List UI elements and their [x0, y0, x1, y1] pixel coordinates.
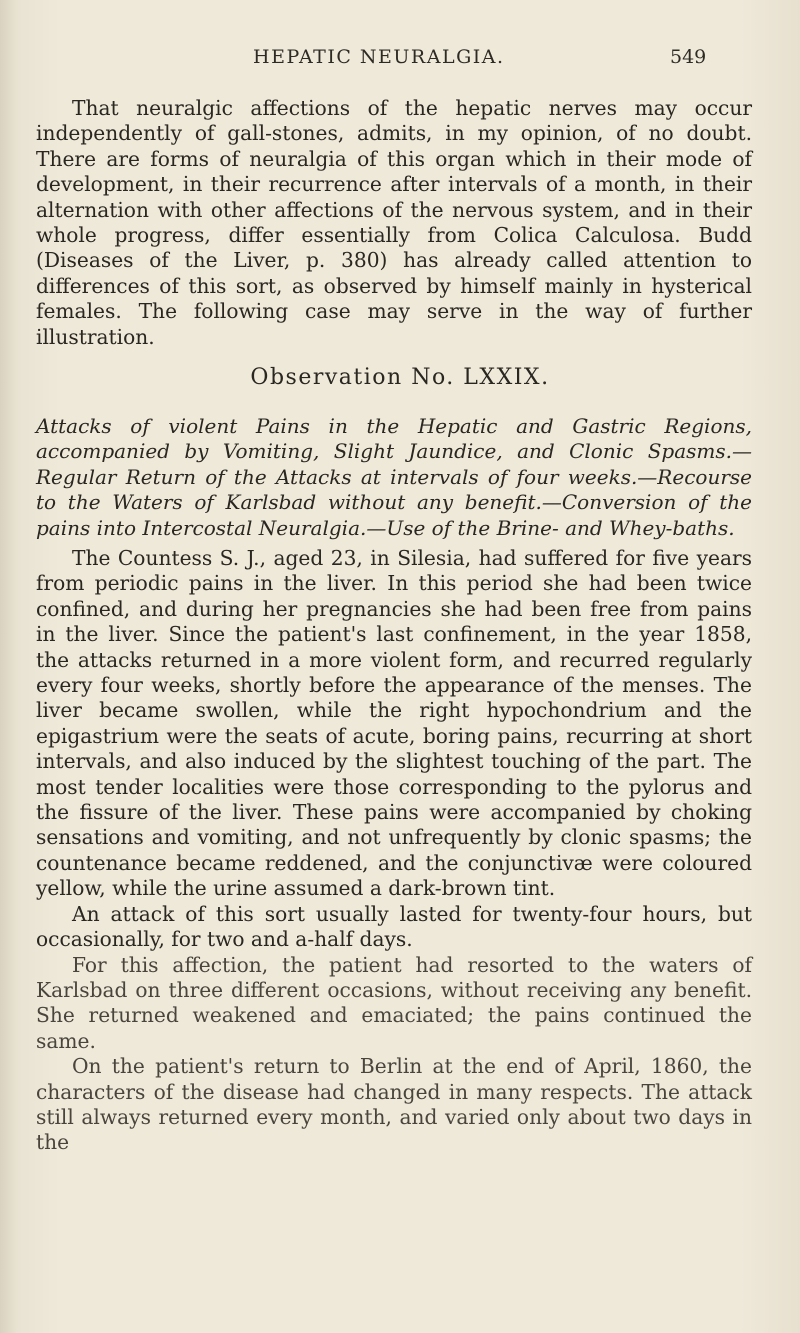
- observation-heading: Observation No. LXXIX.: [250, 365, 550, 390]
- case-body: [36, 546, 752, 1156]
- body-paragraph: An attack of this sort usually lasted for twenty-four hours, but occasionally, for two and a-half days.: [36, 901, 752, 952]
- observation-subtitle: Attacks of violent Pains in the Hepatic and Gastric Regions, accompanied by Vomiting, Slight Jaundice, and Clonic Spasms.—Regular Return of the Attacks at intervals of four weeks.—Recourse to the Waters of Karlsbad without any benefit.—Conversion of the pains into Intercostal Neuralgia.—Use of the Brine- and Whey-baths.: [36, 414, 752, 540]
- page-header: [0, 46, 800, 76]
- page-number: 549: [670, 46, 707, 68]
- running-head: HEPATIC NEURALGIA.: [253, 46, 505, 68]
- body-paragraph: On the patient's return to Berlin at the end of April, 1860, the characters of the disease had changed in many respects. The attack still always returned every month, and varied only about two days in the: [36, 1054, 752, 1155]
- intro-section: [36, 96, 752, 350]
- body-paragraph: The Countess S. J., aged 23, in Silesia, had suffered for five years from periodic pains in the liver. In this period she had been twice confined, and during her pregnancies she had been free from pains in the liver. Since the patient's last confinement, in the year 1858, the attacks returned in a more violent form, and recurred regularly every four weeks, shortly before the appearance of the menses. The liver became swollen, while the right hypochondrium and the epigastrium were the seats of acute, boring pains, recurring at short intervals, and also induced by the slightest touching of the part. The most tender localities were those corresponding to the pylorus and the fissure of the liver. These pains were accompanied by choking sensations and vomiting, and not unfrequently by clonic spasms; the countenance became reddened, and the conjunctivæ were coloured yellow, while the urine assumed a dark-brown tint.: [36, 546, 752, 901]
- intro-paragraph: That neuralgic affections of the hepatic nerves may occur independently of gall-stones, admits, in my opinion, of no doubt. There are forms of neuralgia of this organ which in their mode of development, in their recurrence after intervals of a month, in their alternation with other affections of the nervous system, and in their whole progress, differ essentially from Colica Calculosa. Budd (Diseases of the Liver, p. 380) has already called attention to differences of this sort, as observed by himself mainly in hysterical females. The following case may serve in the way of further illustration.: [36, 96, 752, 349]
- body-paragraph: For this affection, the patient had resorted to the waters of Karlsbad on three different occasions, without receiving any benefit. She returned weakened and emaciated; the pains continued the same.: [36, 952, 752, 1053]
